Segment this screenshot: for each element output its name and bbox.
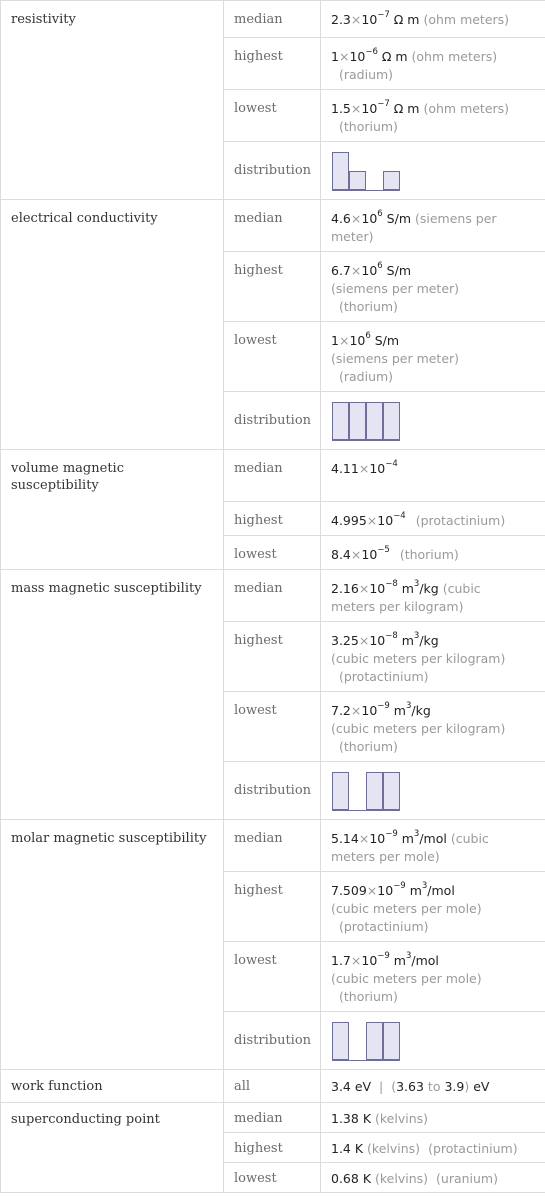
sub-label-distribution: distribution	[224, 762, 321, 820]
distribution-cell	[321, 1012, 545, 1070]
value-cell: 3.4 eV | (3.63 to 3.9) eV	[321, 1070, 545, 1103]
value-cell: $6.7\times 10^6$ S/m (siemens per meter) (thorium)	[321, 252, 545, 322]
histogram-bar	[384, 1023, 400, 1060]
distribution-histogram	[331, 1022, 411, 1062]
histogram-bar	[333, 403, 349, 440]
histogram-bar	[333, 773, 349, 810]
distribution-cell	[321, 142, 545, 200]
histogram-bar	[350, 172, 366, 190]
value-cell: $4.11\times 10^{-4}$	[321, 450, 545, 502]
sub-label-lowest: lowest	[224, 942, 321, 1012]
sub-label-highest: highest	[224, 872, 321, 942]
histogram-bar	[384, 403, 400, 440]
sub-label-highest: highest	[224, 502, 321, 536]
table-row	[1, 1070, 545, 1103]
value-cell: $4.6\times 10^6$ S/m (siemens per meter)	[321, 200, 545, 252]
sub-label-lowest: lowest	[224, 1163, 321, 1193]
property-label-molar-magnetic-susceptibility: molar magnetic susceptibility	[1, 820, 224, 1070]
table-row	[1, 820, 545, 872]
table-row	[1, 1103, 545, 1133]
value-cell: $7.509\times 10^{-9}$ $m^3$/mol (cubic meters per mole) (protactinium)	[321, 872, 545, 942]
sub-label-highest: highest	[224, 622, 321, 692]
value-cell: 1.4 K (kelvins) (protactinium)	[321, 1133, 545, 1163]
histogram-bar	[384, 773, 400, 810]
sub-label-median: median	[224, 570, 321, 622]
value-cell: $1.5\times 10^{-7}$ Ω m (ohm meters) (thorium)	[321, 90, 545, 142]
value-cell: $1\times 10^6$ S/m (siemens per meter) (radium)	[321, 322, 545, 392]
sub-label-highest: highest	[224, 38, 321, 90]
value-cell: $1\times 10^{-6}$ Ω m (ohm meters) (radium)	[321, 38, 545, 90]
property-label-mass-magnetic-susceptibility: mass magnetic susceptibility	[1, 570, 224, 820]
value-cell: $7.2\times 10^{-9}$ $m^3/kg$ (cubic meters per kilogram) (thorium)	[321, 692, 545, 762]
property-label-work-function: work function	[1, 1070, 224, 1103]
sub-label-median: median	[224, 450, 321, 502]
table-row	[1, 570, 545, 622]
sub-label-median: median	[224, 1103, 321, 1133]
distribution-histogram	[331, 772, 411, 812]
sub-label-distribution: distribution	[224, 142, 321, 200]
sub-label-highest: highest	[224, 252, 321, 322]
sub-label-lowest: lowest	[224, 536, 321, 570]
table-row	[1, 200, 545, 252]
sub-label-distribution: distribution	[224, 1012, 321, 1070]
value-cell: $8.4\times 10^{-5}$ (thorium)	[321, 536, 545, 570]
value-cell: $3.25\times 10^{-8}$ $m^3/kg$ (cubic meters per kilogram) (protactinium)	[321, 622, 545, 692]
histogram-bar	[350, 403, 366, 440]
histogram-bar	[333, 1023, 349, 1060]
histogram-bar	[384, 172, 400, 190]
value-cell: 1.38 K (kelvins)	[321, 1103, 545, 1133]
sub-label-distribution: distribution	[224, 392, 321, 450]
property-label-electrical-conductivity: electrical conductivity	[1, 200, 224, 450]
distribution-histogram	[331, 402, 411, 442]
table-row	[1, 1, 545, 38]
sub-label-lowest: lowest	[224, 692, 321, 762]
histogram-bar	[367, 1023, 383, 1060]
property-label-superconducting-point: superconducting point	[1, 1103, 224, 1193]
value-cell: $2.3\times 10^{-7}$ Ω m (ohm meters)	[321, 1, 545, 38]
property-label-volume-magnetic-susceptibility: volume magnetic susceptibility	[1, 450, 224, 570]
histogram-bar	[333, 153, 349, 190]
sub-label-all: all	[224, 1070, 321, 1103]
table-row	[1, 450, 545, 502]
sub-label-median: median	[224, 820, 321, 872]
value-cell: 0.68 K (kelvins) (uranium)	[321, 1163, 545, 1193]
distribution-histogram	[331, 152, 411, 192]
sub-label-median: median	[224, 200, 321, 252]
distribution-cell	[321, 392, 545, 450]
value-cell: $4.995\times 10^{-4}$ (protactinium)	[321, 502, 545, 536]
histogram-bar	[367, 403, 383, 440]
sub-label-lowest: lowest	[224, 90, 321, 142]
sub-label-lowest: lowest	[224, 322, 321, 392]
histogram-bar	[367, 773, 383, 810]
property-label-resistivity: resistivity	[1, 1, 224, 200]
value-cell: $5.14\times 10^{-9}$ $m^3$/mol (cubic meters per mole)	[321, 820, 545, 872]
sub-label-highest: highest	[224, 1133, 321, 1163]
value-cell: $2.16\times 10^{-8}$ $m^3/kg$ (cubic meters per kilogram)	[321, 570, 545, 622]
distribution-cell	[321, 762, 545, 820]
value-cell: $1.7\times 10^{-9}$ $m^3$/mol (cubic meters per mole) (thorium)	[321, 942, 545, 1012]
sub-label-median: median	[224, 1, 321, 38]
